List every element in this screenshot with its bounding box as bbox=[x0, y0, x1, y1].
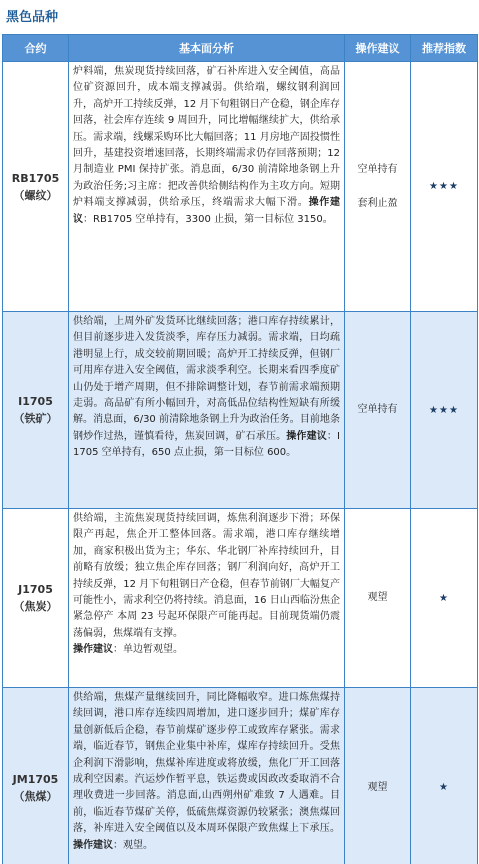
rating-stars: ★ bbox=[411, 688, 478, 864]
advice-text: 空单持有 bbox=[357, 163, 398, 175]
rating-stars: ★ bbox=[411, 509, 478, 688]
advice-text: 套利止盈 bbox=[357, 197, 398, 209]
analysis-text: 供给端，焦煤产量继续回升，同比降幅收窄。进口炼焦煤持续回调，港口库存连续四周增加，进口逐步回升；煤矿库存量创新低后企稳，春节前煤矿逐步停工或致库存紧张。需求端，临近春节，钢焦企业集中补库，煤库存持续回升。受焦企利润下滑影响，焦煤补库进度或将放缓，焦化厂开工回落成利空因素。汽运炒作暂平息，铁运费或因政改委取消不合理收费进一步回落。消息面,山西朔州矿难致 7 人遇难。目前，临近春节煤矿关停，低硫焦煤资源仍较紧张；澳焦煤回落，补库进入安全阈值以及本周环保限产致焦煤上下承压。 bbox=[73, 692, 340, 835]
rating-stars: ★★★ bbox=[411, 62, 478, 312]
table-row bbox=[3, 62, 478, 312]
contract-code: RB1705 bbox=[11, 171, 60, 185]
table-row bbox=[3, 509, 478, 688]
suggestion-text: ：观望。 bbox=[113, 839, 153, 851]
advice-text: 空单持有 bbox=[357, 404, 398, 415]
table-row bbox=[3, 688, 478, 864]
analysis-text: 炉料端，焦炭现货持续回落，矿石补库进入安全阈值，高品位矿资源回升，成本端支撑减弱。供给端，螺纹钢利润回升，高炉开工持续反弹，12 月下旬粗钢日产仓稳，钢企库存回落，社会库存连续 9 周回升，同比增幅继续扩大，供给承压。需求端，线螺采购环比大幅回落；11 月房地产固投惯性回升，基建投资增速回落，长期终端需求仍存回落预期；12 月制造业 PMI 保持扩张。消息面，6/30 前清除地条钢上升为政治任务;习主席：把改善供给侧结构作为主攻方向。短期炉料端支撑减弱，供给承压，终端需求大幅下滑。 bbox=[73, 66, 340, 209]
header-rating: 推荐指数 bbox=[411, 35, 478, 62]
analysis-cell bbox=[69, 688, 345, 864]
advice-cell bbox=[345, 509, 411, 688]
contract-cell bbox=[3, 688, 69, 864]
contract-code: JM1705 bbox=[12, 772, 59, 786]
analysis-cell bbox=[69, 62, 345, 312]
suggestion-label: 操作建议 bbox=[73, 839, 113, 851]
futures-table bbox=[2, 34, 478, 864]
suggestion-label: 操作建议 bbox=[286, 430, 327, 442]
contract-name: （铁矿） bbox=[13, 412, 58, 425]
advice-text: 观望 bbox=[367, 592, 388, 603]
header-contract: 合约 bbox=[3, 35, 69, 62]
header-row bbox=[3, 35, 478, 62]
suggestion-text: ：I1705 空单持有，650 点止损，第一目标位 600。 bbox=[73, 430, 341, 459]
header-analysis: 基本面分析 bbox=[69, 35, 345, 62]
suggestion-text: ：单边暂观望。 bbox=[113, 644, 183, 656]
contract-name: （焦煤） bbox=[13, 789, 58, 803]
contract-cell bbox=[3, 509, 69, 688]
suggestion-label: 操作建议 bbox=[73, 197, 341, 225]
rating-stars: ★★★ bbox=[411, 312, 478, 509]
page-title: 黑色品种 bbox=[6, 10, 59, 25]
contract-code: I1705 bbox=[18, 395, 53, 408]
suggestion-text: ：RB1705 空单持有，3300 止损，第一目标位 3150。 bbox=[83, 213, 333, 225]
table-row bbox=[3, 312, 478, 509]
analysis-cell bbox=[69, 509, 345, 688]
contract-code: J1705 bbox=[18, 583, 53, 596]
advice-cell bbox=[345, 312, 411, 509]
contract-name: （螺纹） bbox=[13, 188, 58, 202]
analysis-cell bbox=[69, 312, 345, 509]
contract-cell bbox=[3, 312, 69, 509]
analysis-text: 供给端，主流焦炭现货持续回调，炼焦利润逐步下滑；环保限产再起，焦企开工整体回落。需求端，港口库存继续增加，商家积极出货为主；华东、华北钢厂补库持续回升，目前略有放缓；独立焦企库存回落；钢厂利润向好，高炉开工持续反弹，12 月下旬粗钢日产仓稳，但春节前钢厂大幅复产可能性小，需求利空仍将持续。消息面，16 日山西临汾焦企紧急停产 本周 23 号起环保限产可能再起。目前现货端仍震荡偏弱，焦煤端有支撑。 bbox=[73, 513, 340, 639]
advice-cell bbox=[345, 62, 411, 312]
contract-cell bbox=[3, 62, 69, 312]
analysis-text: 供给端，上周外矿发货环比继续回落；港口库存持续累计，但目前逐步进入发货淡季，库存压力减弱。需求端，日均疏港明显上行，成交较前期回暖；高炉开工持续反弹，但钢厂可用库存进入安全阈值，需求淡季利空。长期来看四季度矿山仍处于增产周期，但不排除调整计划，春节前需求端预期走弱。高品矿有所小幅回升，对高低品位结构性短缺有所缓解。消息面，6/30 前清除地条钢上升为政治任务。目前地条钢炒作过热，谨慎看待，焦炭回调，矿石承压。 bbox=[73, 316, 340, 442]
contract-name: （焦炭） bbox=[13, 600, 58, 613]
suggestion-label: 操作建议 bbox=[73, 644, 113, 656]
header-advice: 操作建议 bbox=[345, 35, 411, 62]
advice-cell bbox=[345, 688, 411, 864]
advice-text: 观望 bbox=[367, 781, 388, 793]
